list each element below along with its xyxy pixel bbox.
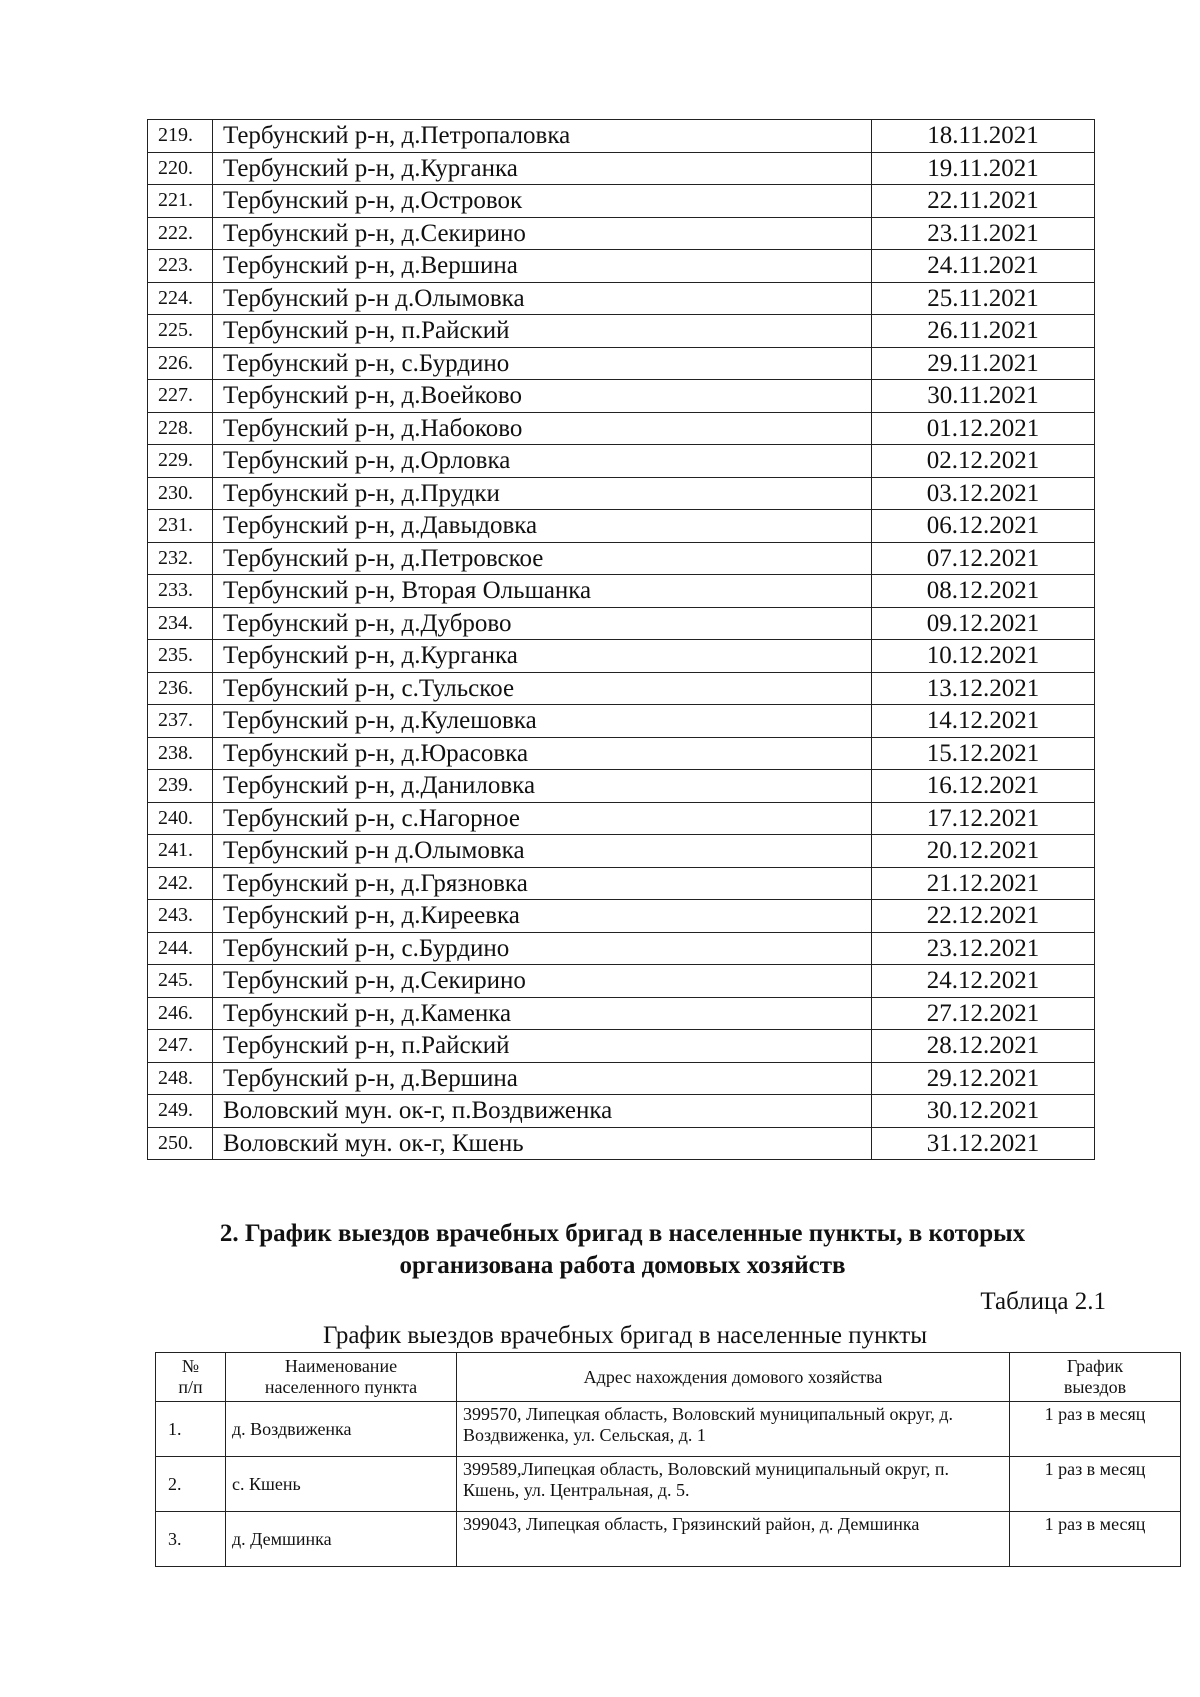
table-row [156,1512,1181,1567]
row-date: 23.12.2021 [872,932,1095,965]
households-table-body [156,1353,1181,1567]
section-2-title [150,1218,1095,1282]
table-row [148,640,1095,673]
row-date: 19.11.2021 [872,152,1095,185]
row-number: 250. [148,1127,213,1160]
row-date: 23.11.2021 [872,217,1095,250]
row-place: Тербунский р-н, с.Бурдино [213,932,872,965]
row-number: 239. [148,770,213,803]
table-row [148,575,1095,608]
header-name [226,1353,457,1402]
row-date: 26.11.2021 [872,315,1095,348]
row-date: 08.12.2021 [872,575,1095,608]
table-row [148,477,1095,510]
row-number: 233. [148,575,213,608]
row-address: 399043, Липецкая область, Грязинский район, д. Демшинка [457,1512,1010,1567]
row-date: 29.11.2021 [872,347,1095,380]
row-address: 399570, Липецкая область, Воловский муниципальный округ, д. Воздвиженка, ул. Сельская, д. 1 [457,1402,1010,1457]
row-place: Тербунский р-н, д.Грязновка [213,867,872,900]
table-row [148,347,1095,380]
row-date: 07.12.2021 [872,542,1095,575]
row-number: 221. [148,185,213,218]
table-row [148,932,1095,965]
row-number: 227. [148,380,213,413]
table-row [148,900,1095,933]
row-place: Тербунский р-н, д.Курганка [213,152,872,185]
row-number: 249. [148,1095,213,1128]
row-date: 14.12.2021 [872,705,1095,738]
row-place: Тербунский р-н, д.Прудки [213,477,872,510]
row-number: 219. [148,120,213,153]
row-place: Тербунский р-н, п.Райский [213,315,872,348]
row-place: Тербунский р-н, с.Тульское [213,672,872,705]
row-place: Тербунский р-н, д.Каменка [213,997,872,1030]
table-row [148,770,1095,803]
row-name: д. Воздвиженка [226,1402,457,1457]
row-number: 240. [148,802,213,835]
row-place: Тербунский р-н, д.Воейково [213,380,872,413]
row-date: 03.12.2021 [872,477,1095,510]
row-place: Тербунский р-н, д.Курганка [213,640,872,673]
table-row [148,315,1095,348]
table-row [148,412,1095,445]
row-frequency: 1 раз в месяц [1010,1512,1181,1567]
table-row [148,997,1095,1030]
row-date: 10.12.2021 [872,640,1095,673]
row-place: Тербунский р-н, д.Киреевка [213,900,872,933]
table-row [148,185,1095,218]
row-date: 31.12.2021 [872,1127,1095,1160]
row-place: Тербунский р-н, д.Дуброво [213,607,872,640]
header-num [156,1353,226,1402]
table-row [148,445,1095,478]
row-name: с. Кшень [226,1457,457,1512]
row-frequency: 1 раз в месяц [1010,1457,1181,1512]
row-date: 29.12.2021 [872,1062,1095,1095]
households-table [155,1352,1181,1567]
header-schedule-line-1: График [1066,1356,1124,1376]
header-schedule-line-2: выездов [1063,1377,1127,1397]
row-frequency: 1 раз в месяц [1010,1402,1181,1457]
header-num-line-2: п/п [178,1377,203,1397]
row-number: 230. [148,477,213,510]
row-number: 2. [156,1457,226,1512]
row-place: Тербунский р-н, д.Кулешовка [213,705,872,738]
row-number: 248. [148,1062,213,1095]
row-date: 18.11.2021 [872,120,1095,153]
row-place: Тербунский р-н, д.Давыдовка [213,510,872,543]
row-date: 24.12.2021 [872,965,1095,998]
row-number: 244. [148,932,213,965]
header-name-line-1: Наименование [284,1356,398,1376]
row-number: 3. [156,1512,226,1567]
table-row [148,120,1095,153]
row-date: 17.12.2021 [872,802,1095,835]
row-number: 224. [148,282,213,315]
row-number: 237. [148,705,213,738]
table-row [148,1062,1095,1095]
row-date: 30.12.2021 [872,1095,1095,1128]
table-row [148,802,1095,835]
row-number: 226. [148,347,213,380]
row-number: 234. [148,607,213,640]
row-number: 220. [148,152,213,185]
row-place: Тербунский р-н, с.Нагорное [213,802,872,835]
row-date: 13.12.2021 [872,672,1095,705]
schedule-table [147,119,1095,1160]
row-date: 22.11.2021 [872,185,1095,218]
households-table-header [156,1353,1181,1402]
table-row [148,282,1095,315]
table-caption: График выездов врачебных бригад в населенные пункты [322,1322,928,1349]
header-schedule [1010,1353,1181,1402]
row-number: 245. [148,965,213,998]
table-row [148,510,1095,543]
row-number: 242. [148,867,213,900]
table-row [148,867,1095,900]
row-date: 28.12.2021 [872,1030,1095,1063]
section-2-title-line-1: 2. График выездов врачебных бригад в населенные пункты, в которых [219,1220,1026,1247]
row-date: 25.11.2021 [872,282,1095,315]
row-number: 228. [148,412,213,445]
row-date: 01.12.2021 [872,412,1095,445]
header-address: Адрес нахождения домового хозяйства [457,1353,1010,1402]
row-place: Тербунский р-н, д.Островок [213,185,872,218]
row-date: 20.12.2021 [872,835,1095,868]
row-number: 241. [148,835,213,868]
row-date: 22.12.2021 [872,900,1095,933]
table-row [156,1457,1181,1512]
row-date: 09.12.2021 [872,607,1095,640]
table-row [148,1095,1095,1128]
row-place: Тербунский р-н д.Олымовка [213,282,872,315]
table-row [148,705,1095,738]
row-date: 30.11.2021 [872,380,1095,413]
row-date: 15.12.2021 [872,737,1095,770]
table-row [148,965,1095,998]
table-row [148,542,1095,575]
row-name: д. Демшинка [226,1512,457,1567]
section-2-title-line-2: организована работа домовых хозяйств [399,1252,846,1279]
row-place: Тербунский р-н, д.Даниловка [213,770,872,803]
row-number: 246. [148,997,213,1030]
header-name-line-2: населенного пункта [264,1377,418,1397]
table-row [148,217,1095,250]
row-number: 238. [148,737,213,770]
row-number: 231. [148,510,213,543]
row-number: 243. [148,900,213,933]
row-number: 235. [148,640,213,673]
table-row [148,672,1095,705]
row-number: 232. [148,542,213,575]
row-date: 16.12.2021 [872,770,1095,803]
row-place: Тербунский р-н, д.Вершина [213,1062,872,1095]
row-number: 236. [148,672,213,705]
row-place: Тербунский р-н, д.Секирино [213,217,872,250]
table-row [148,835,1095,868]
header-num-line-1: № [181,1356,200,1376]
row-place: Тербунский р-н, д.Петровское [213,542,872,575]
row-place: Тербунский р-н, д.Петропаловка [213,120,872,153]
table-row [148,737,1095,770]
row-place: Воловский мун. ок-г, п.Воздвиженка [213,1095,872,1128]
table-row [148,250,1095,283]
row-date: 24.11.2021 [872,250,1095,283]
row-number: 229. [148,445,213,478]
row-date: 06.12.2021 [872,510,1095,543]
row-number: 223. [148,250,213,283]
table-row [148,380,1095,413]
table-row [148,152,1095,185]
table-row [156,1402,1181,1457]
row-place: Тербунский р-н, д.Вершина [213,250,872,283]
row-place: Тербунский р-н, д.Орловка [213,445,872,478]
schedule-table-body [148,120,1095,1160]
row-place: Тербунский р-н, с.Бурдино [213,347,872,380]
table-row [148,607,1095,640]
row-place: Тербунский р-н, д.Набоково [213,412,872,445]
row-number: 225. [148,315,213,348]
table-row [148,1030,1095,1063]
table-row [148,1127,1095,1160]
table-label: Таблица 2.1 [980,1288,1106,1315]
row-place: Тербунский р-н, д.Юрасовка [213,737,872,770]
row-place: Воловский мун. ок-г, Кшень [213,1127,872,1160]
row-number: 247. [148,1030,213,1063]
row-date: 02.12.2021 [872,445,1095,478]
row-address: 399589,Липецкая область, Воловский муниципальный округ, п. Кшень, ул. Центральная, д. 5. [457,1457,1010,1512]
row-place: Тербунский р-н, Вторая Ольшанка [213,575,872,608]
row-place: Тербунский р-н д.Олымовка [213,835,872,868]
row-number: 1. [156,1402,226,1457]
row-date: 21.12.2021 [872,867,1095,900]
row-place: Тербунский р-н, п.Райский [213,1030,872,1063]
row-date: 27.12.2021 [872,997,1095,1030]
row-number: 222. [148,217,213,250]
row-place: Тербунский р-н, д.Секирино [213,965,872,998]
